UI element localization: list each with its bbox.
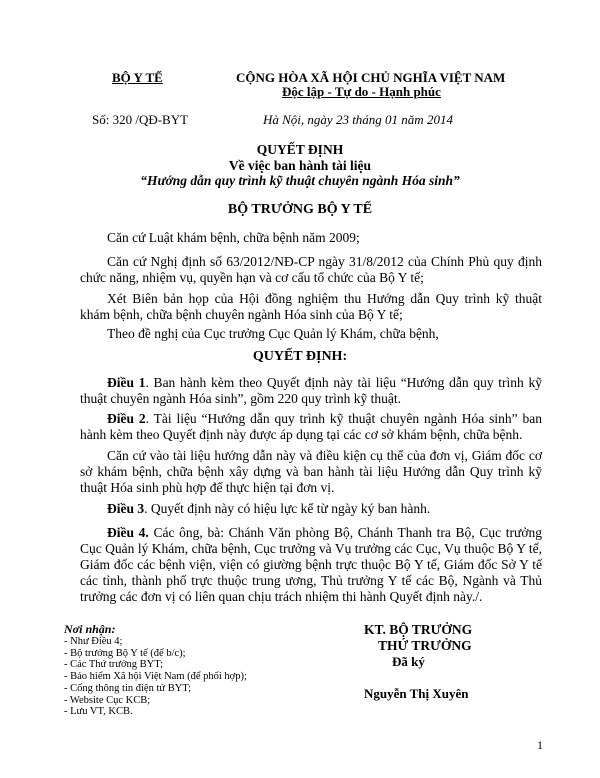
subject-line-2: “Hướng dẫn quy trình kỹ thuật chuyên ngành Hóa sinh” (140, 173, 460, 188)
article-2-text: . Tài liệu “Hướng dẫn quy trình kỹ thuật chuyên ngành Hóa sinh” ban hành kèm theo Quyết định này được áp dụng tại các cơ sở khám bệnh, chữa bệnh. (80, 411, 543, 442)
recipient-item: - Website Cục KCB; (64, 694, 151, 706)
national-motto: Độc lập - Tự do - Hạnh phúc (282, 84, 441, 99)
preamble-law: Căn cứ Luật khám bệnh, chữa bệnh năm 2009; (107, 230, 360, 245)
signature-authority: KT. BỘ TRƯỞNG (364, 622, 473, 637)
article-2-label: Điều 2 (107, 411, 146, 426)
document-number: Số: 320 /QĐ-BYT (92, 112, 189, 127)
article-2 (80, 411, 542, 443)
article-4-text: Các ông, bà: Chánh Văn phòng Bộ, Chánh Thanh tra Bộ, Cục trưởng Cục Quản lý Khám, chữa bệnh, Cục trưởng và Vụ trưởng các Cục, Vụ thuộc Bộ Y tế, Giám đốc các bệnh viện, viện có giường bệnh trực thuộc Bộ Y tế, Giám đốc Sở Y tế các tỉnh, thành phố trực thuộc trung ương, Thủ trưởng Y tế các Bộ, Ngành và Thủ trưởng các đơn vị có liên quan chịu trách nhiệm thi hành Quyết định này./. (80, 525, 542, 604)
article-3-label: Điều 3 (107, 501, 145, 516)
article-4-label: Điều 4. (107, 525, 149, 540)
article-3-text: . Quyết định này có hiệu lực kể từ ngày ký ban hành. (144, 501, 431, 516)
preamble-decree: Căn cứ Nghị định số 63/2012/NĐ-CP ngày 31/8/2012 của Chính Phủ quy định chức năng, nhiệm vụ, quyền hạn và cơ cấu tổ chức của Bộ Y tế; (80, 254, 542, 285)
recipient-item: - Lưu VT, KCB. (64, 706, 133, 718)
article-1-text: . Ban hành kèm theo Quyết định này tài liệu “Hướng dẫn quy trình kỹ thuật chuyên ngành Hóa sinh”, gồm 220 quy trình kỹ thuật. (80, 375, 542, 406)
issuing-authority: BỘ TRƯỞNG BỘ Y TẾ (227, 202, 373, 217)
signature-position: THỨ TRƯỞNG (378, 638, 472, 653)
article-2-paragraph-2: Căn cứ vào tài liệu hướng dẫn này và điều kiện cụ thể của đơn vị, Giám đốc cơ sở khám bệnh, chữa bệnh xây dựng và ban hành tài liệu Hướng dẫn Quy trình kỹ thuật Hóa sinh phù hợp để thực hiện tại đơn vị. (80, 448, 542, 495)
preamble-minutes: Xét Biên bản họp của Hội đồng nghiệm thu Hướng dẫn Quy trình kỹ thuật khám bệnh, chữa bệnh chuyên ngành Hóa sinh của Bộ Y tế; (80, 291, 542, 322)
national-title: CỘNG HÒA XÃ HỘI CHỦ NGHĨA VIỆT NAM (236, 70, 506, 85)
decision-heading: QUYẾT ĐỊNH: (252, 349, 348, 364)
recipient-item: - Các Thứ trưởng BYT; (64, 659, 163, 671)
preamble-proposal: Theo đề nghị của Cục trưởng Cục Quản lý Khám, chữa bệnh, (107, 326, 439, 341)
recipient-item: - Như Điều 4; (64, 636, 123, 647)
subject-line-1: Về việc ban hành tài liệu (228, 158, 372, 173)
recipients-heading: Nơi nhận: (64, 622, 116, 636)
article-4 (80, 525, 542, 605)
article-1-label: Điều 1 (107, 375, 146, 390)
article-1 (80, 375, 542, 407)
recipient-item: - Bảo hiểm Xã hội Việt Nam (để phối hợp); (64, 671, 247, 683)
signature-signed-note: Đã ký (392, 654, 425, 669)
recipients-list (64, 636, 247, 718)
page-number: 1 (537, 738, 543, 752)
recipient-item: - Cổng thông tin điện tử BYT; (64, 682, 192, 694)
article-3 (80, 501, 542, 517)
issuing-agency: BỘ Y TẾ (112, 70, 163, 85)
recipient-item: - Bộ trưởng Bộ Y tế (để b/c); (64, 647, 186, 659)
place-and-date: Hà Nội, ngày 23 tháng 01 năm 2014 (263, 112, 453, 127)
document-title: QUYẾT ĐỊNH (256, 142, 344, 157)
signer-name: Nguyễn Thị Xuyên (364, 686, 469, 701)
